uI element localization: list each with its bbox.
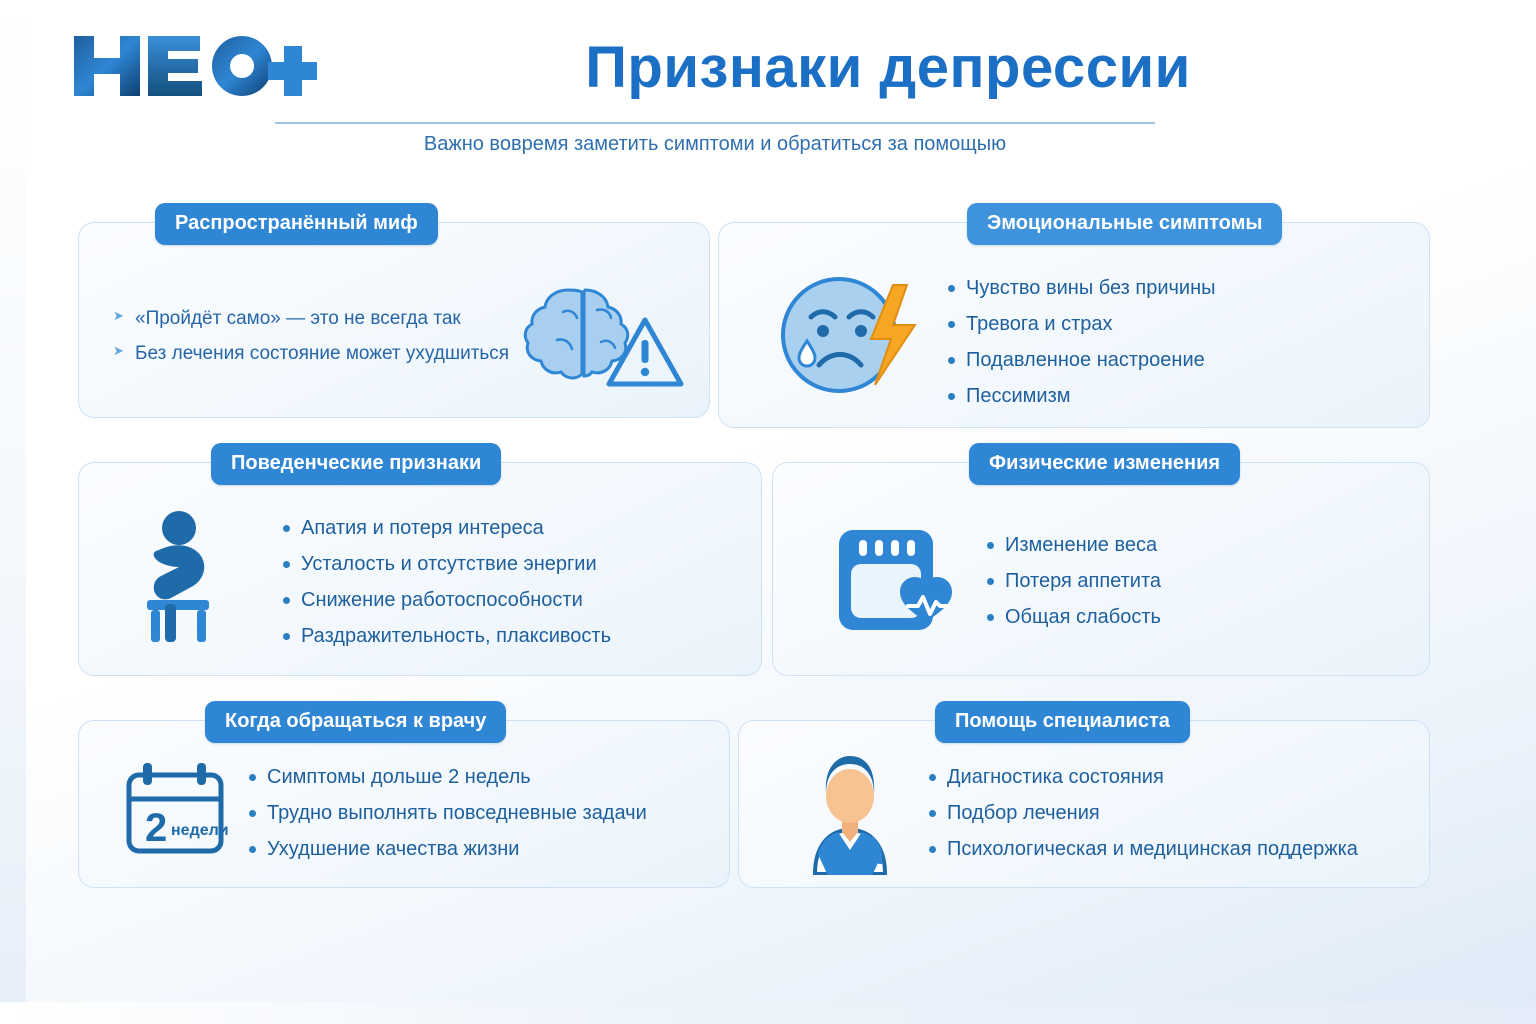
list-item: Психологическая и медицинская поддержка [925,837,1358,862]
list-item: Ухудшение качества жизни [245,837,647,862]
behavioral-list [279,505,611,660]
when-to-doctor-list [245,754,647,873]
list-item: Апатия и потеря интереса [279,516,611,541]
card-title-emotional: Эмоциональные симптомы [967,203,1282,245]
list-item: Трудно выполнять повседневные задачи [245,801,647,826]
card-myth [78,212,710,418]
brain-warning-icon [509,268,691,398]
title-divider [275,122,1155,124]
list-item: Общая слабость [983,605,1161,630]
list-item: ➤ «Пройдёт само» — это не всегда так [113,307,509,331]
neo-logo [72,30,317,102]
bottom-edge-gradient [0,1002,1536,1024]
list-item: Тревога и страх [944,312,1216,337]
emotional-list [944,265,1216,420]
card-behavioral [78,452,762,676]
card-title-when-to-doctor: Когда обращаться к врачу [205,701,506,743]
scales-heart-icon [813,506,983,651]
card-title-specialist: Помощь специалиста [935,701,1190,743]
list-item: Чувство вины без причины [944,276,1216,301]
card-when-to-doctor [78,710,730,888]
sad-face-icon [759,265,944,405]
list-item: Подавленное настроение [944,348,1216,373]
card-title-myth: Распространённый миф [155,203,438,245]
list-item: Потеря аппетита [983,569,1161,594]
list-item: Подбор лечения [925,801,1358,826]
list-item: Диагностика состояния [925,765,1358,790]
card-title-behavioral: Поведенческие признаки [211,443,501,485]
list-item: Симптомы дольше 2 недель [245,765,647,790]
card-specialist [738,710,1430,888]
doctor-icon [775,750,925,875]
calendar-2-weeks-icon [105,757,245,867]
myth-list [113,296,509,377]
list-item: ➤ Без лечения состояние может ухудшиться [113,342,509,366]
specialist-list [925,754,1358,873]
svg-text:недели: недели [171,822,229,839]
svg-text:2: 2 [145,806,168,850]
card-emotional [718,212,1430,428]
list-item: Изменение веса [983,533,1161,558]
page-subtitle: Важно вовремя заметить симптоми и обратиться за помощыю [423,133,1007,155]
list-item: Снижение работоспособности [279,588,611,613]
list-item: Пессимизм [944,384,1216,409]
header [0,0,1536,175]
sitting-person-icon [109,502,279,652]
page-title: Признаки депрессии [585,35,1191,100]
list-item: Раздражительность, плаксивость [279,624,611,649]
list-item: Усталость и отсутствие энергии [279,552,611,577]
card-physical [772,452,1430,676]
physical-list [983,522,1161,641]
card-title-physical: Физические изменения [969,443,1240,485]
